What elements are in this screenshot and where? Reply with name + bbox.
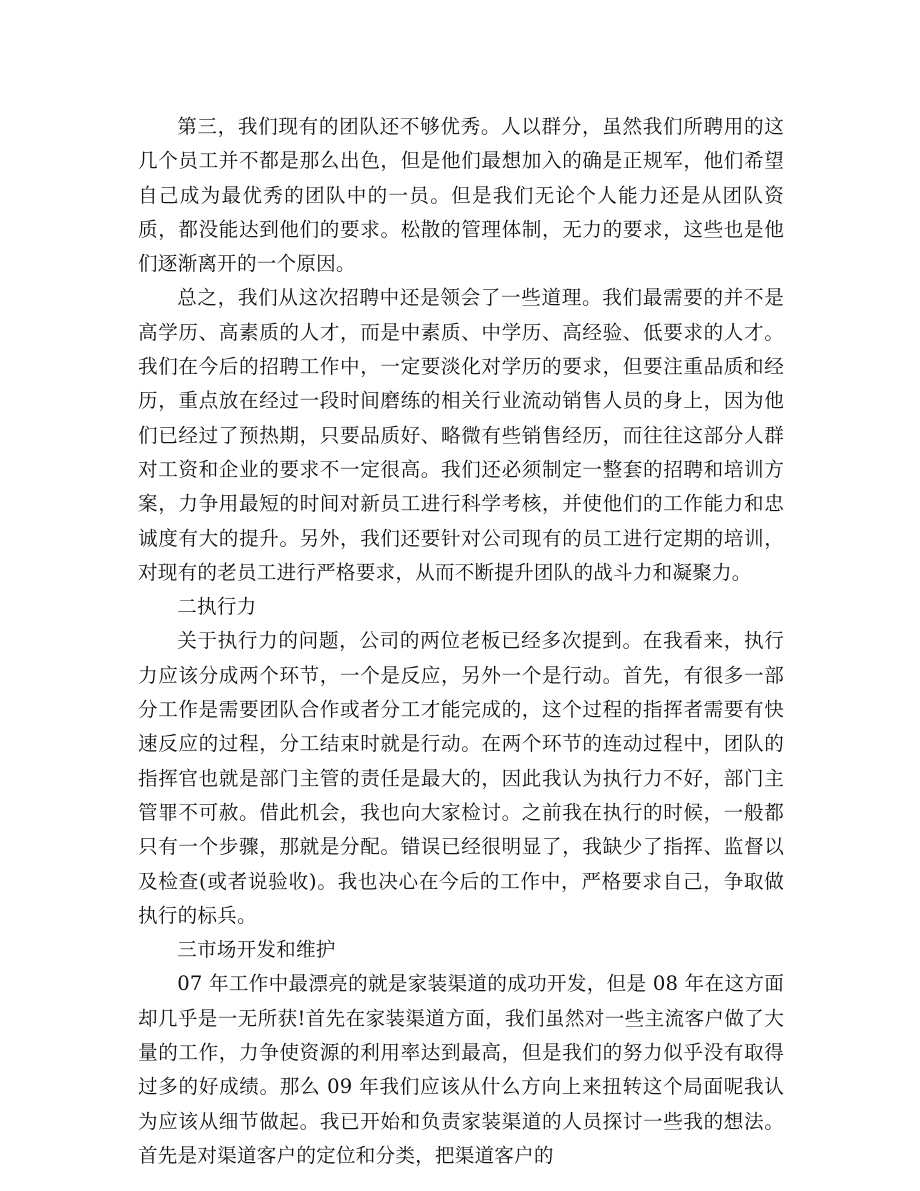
paragraph-team-quality: 第三，我们现有的团队还不够优秀。人以群分，虽然我们所聘用的这几个员工并不都是那么出色，但是他们最想加入的确是正规军，他们希望自己成为最优秀的团队中的一员。但是我们无论个人能力还是从团队资质，都没能达到他们的要求。松散的管理体制，无力的要求，这些也是他们逐渐离开的一个原因。: [138, 115, 784, 276]
paragraph-execution: 关于执行力的问题，公司的两位老板已经多次提到。在我看来，执行力应该分成两个环节，一个是反应，另外一个是行动。首先，有很多一部分工作是需要团队合作或者分工才能完成的，这个过程的指挥者需要有快速反应的过程，分工结束时就是行动。在两个环节的连动过程中，团队的指挥官也就是部门主管的责任是最大的，因此我认为执行力不好，部门主管罪不可赦。借此机会，我也向大家检讨。之前我在执行的时候，一般都只有一个步骤，那就是分配。错误已经很明显了，我缺少了指挥、监督以及检查(或者说验收)。我也决心在今后的工作中，严格要求自己，争取做执行的标兵。: [138, 629, 784, 927]
paragraph-market: 07 年工作中最漂亮的就是家装渠道的成功开发，但是 08 年在这方面却几乎是一无所获!首先在家装渠道方面，我们虽然对一些主流客户做了大量的工作，力争使资源的利用率达到最高，但是我们的努力似乎没有取得过多的好成绩。那么 09 年我们应该从什么方向上来扭转这个局面呢我认为应该从细节做起。我已开始和负责家装渠道的人员探讨一些我的想法。首先是对渠道客户的定位和分类，把渠道客户的: [138, 972, 784, 1167]
paragraph-recruitment-summary: 总之，我们从这次招聘中还是领会了一些道理。我们最需要的并不是高学历、高素质的人才，而是中素质、中学历、高经验、低要求的人才。我们在今后的招聘工作中，一定要淡化对学历的要求，但要注重品质和经历，重点放在经过一段时间磨练的相关行业流动销售人员的身上，因为他们已经过了预热期，只要品质好、略微有些销售经历，而往往这部分人群对工资和企业的要求不一定很高。我们还必须制定一整套的招聘和培训方案，力争用最短的时间对新员工进行科学考核，并使他们的工作能力和忠诚度有大的提升。另外，我们还要针对公司现有的员工进行定期的培训，对现有的老员工进行严格要求，从而不断提升团队的战斗力和凝聚力。: [138, 286, 784, 584]
section-heading-execution: 二执行力: [177, 595, 257, 619]
section-heading-market: 三市场开发和维护: [177, 938, 336, 962]
document-page: [138, 110, 784, 1173]
